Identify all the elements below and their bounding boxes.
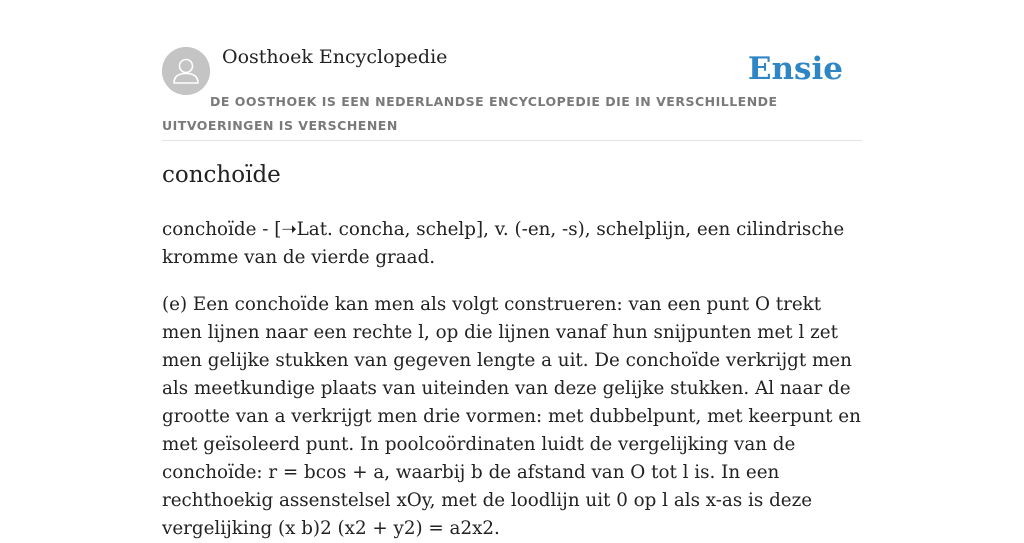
source-description: DE OOSTHOEK IS EEN NEDERLANDSE ENCYCLOPEDIE DIE IN VERSCHILLENDE UITVOERINGEN IS VERSCHENEN	[162, 94, 778, 133]
user-avatar-icon[interactable]	[162, 47, 210, 95]
source-header	[162, 0, 862, 141]
entry-paragraph-1: conchoïde - [➝Lat. concha, schelp], v. (-en, -s), schelplijn, een cilindrische kromme van de vierde graad.	[162, 219, 845, 268]
source-title[interactable]: Oosthoek Encyclopedie	[222, 46, 448, 68]
entry-title: conchoïde	[162, 162, 281, 188]
brand-logo[interactable]: Ensie	[747, 51, 843, 87]
page	[162, 0, 862, 539]
entry-paragraph-2: (e) Een conchoïde kan men als volgt construeren: van een punt O trekt men lijnen naar een rechte l, op die lijnen vanaf hun snijpunten met l zet men gelijke stukken van gegeven lengte a uit. De conchoïde verkrijgt men als meetkundige plaats van uiteinden van deze gelijke stukken. Al naar de grootte van a verkrijgt men drie vormen: met dubbelpunt, met keerpunt en met geïsoleerd punt. In poolcoördinaten luidt de vergelijking van de conchoïde: r = bcos + a, waarbij b de afstand van O tot l is. In een rechthoekig assenstelsel xOy, met de loodlijn uit 0 op l als x-as is deze vergelijking (x b)2 (x2 + y2) = a2x2.	[162, 294, 861, 539]
